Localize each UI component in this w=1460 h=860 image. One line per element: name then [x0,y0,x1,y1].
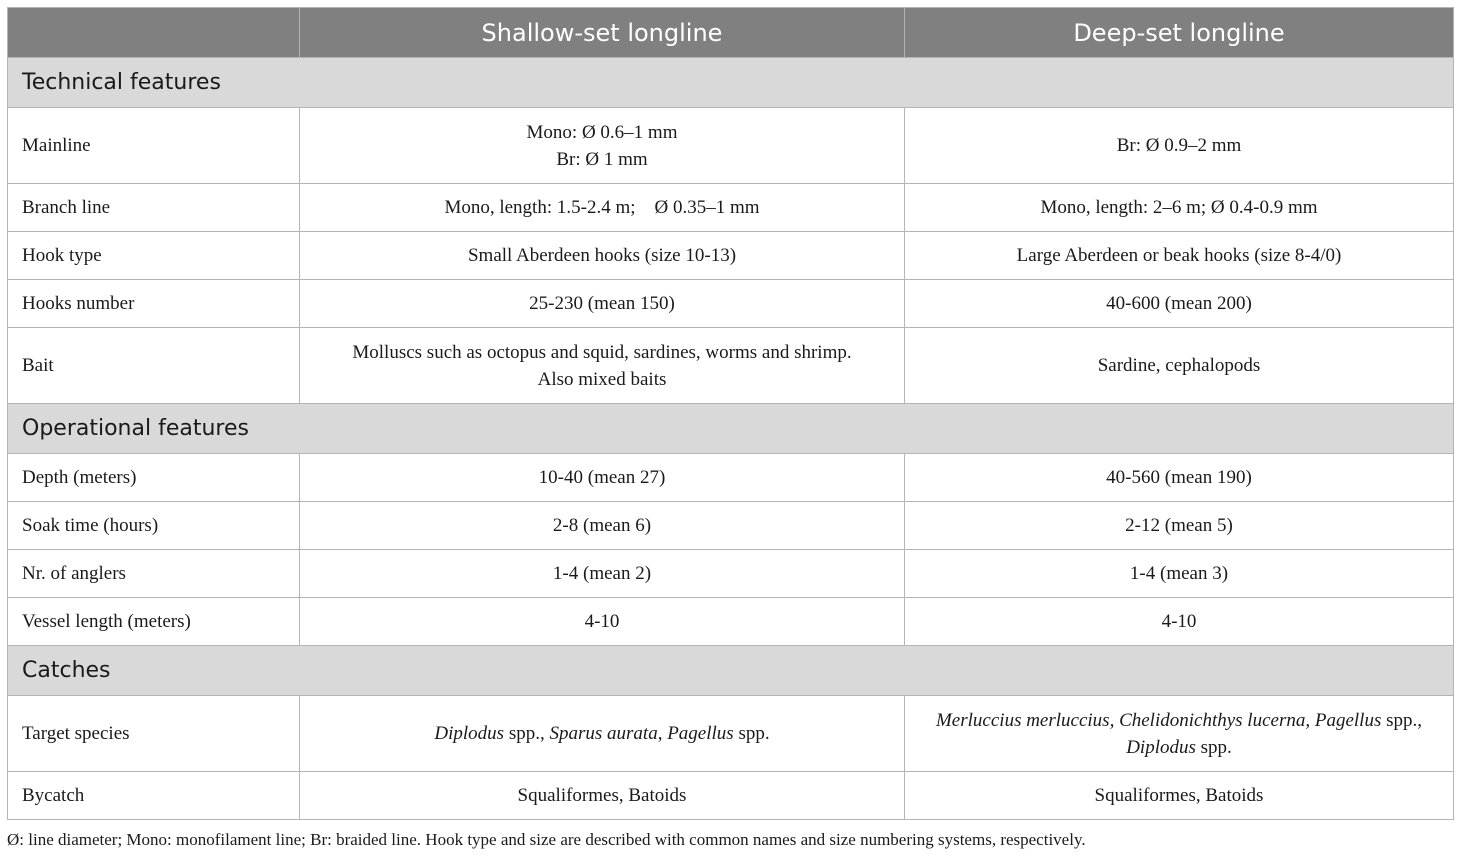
section-row [8,58,1454,108]
species-name: Diplodus [1126,736,1196,758]
section-title: Catches [8,646,1454,696]
table-footnote: Ø: line diameter; Mono: monofilament line; Br: braided line. Hook type and size are described with common names and size numbering systems, respectively. [7,830,1086,849]
species-name: Diplodus [434,723,505,744]
row-label: Bycatch [8,772,300,820]
deep-cell [905,696,1454,772]
deep-cell: Squaliformes, Batoids [905,772,1454,820]
row-label: Soak time (hours) [8,502,300,550]
species-name: Pagellus [667,723,734,744]
deep-cell: Sardine, cephalopods [905,328,1454,404]
header-empty-cell [8,8,300,58]
deep-cell: 40-560 (mean 190) [905,454,1454,502]
cell-text: spp., [1381,709,1422,731]
row-label: Target species [8,696,300,772]
row-label: Bait [8,328,300,404]
shallow-cell [300,696,905,772]
deep-cell: 4-10 [905,598,1454,646]
table-row [8,550,1454,598]
row-label: Mainline [8,108,300,184]
deep-cell: 1-4 (mean 3) [905,550,1454,598]
cell-line: Mono: Ø 0.6–1 mm [526,121,678,143]
table-row [8,280,1454,328]
table-row [8,328,1454,404]
header-shallow-set: Shallow-set longline [300,8,905,58]
table-header-row [8,8,1454,58]
table-row [8,184,1454,232]
shallow-cell [300,108,905,184]
table-row [8,108,1454,184]
section-title: Operational features [8,404,1454,454]
table-container [7,7,1453,820]
cell-text: spp. [733,723,770,744]
cell-line: Br: Ø 0.9–2 mm [1116,135,1242,156]
table-row [8,598,1454,646]
table-row [8,696,1454,772]
shallow-cell: 25-230 (mean 150) [300,280,905,328]
cell-line [905,707,1453,734]
cell-line: Br: Ø 1 mm [556,148,648,170]
table-row [8,454,1454,502]
section-row [8,646,1454,696]
deep-cell: 40-600 (mean 200) [905,280,1454,328]
shallow-cell: 2-8 (mean 6) [300,502,905,550]
species-name: Sparus aurata [549,723,658,744]
cell-text: , [657,723,668,744]
cell-line [905,734,1453,761]
table-row [8,772,1454,820]
longline-comparison-table [7,7,1454,820]
deep-cell [905,108,1454,184]
shallow-cell: Squaliformes, Batoids [300,772,905,820]
deep-cell: 2-12 (mean 5) [905,502,1454,550]
header-deep-set: Deep-set longline [905,8,1454,58]
section-row [8,404,1454,454]
row-label: Vessel length (meters) [8,598,300,646]
cell-text: spp. [1195,736,1232,758]
shallow-cell: Small Aberdeen hooks (size 10-13) [300,232,905,280]
shallow-cell [300,328,905,404]
row-label: Branch line [8,184,300,232]
deep-cell: Large Aberdeen or beak hooks (size 8-4/0) [905,232,1454,280]
cell-line: Also mixed baits [537,368,667,390]
cell-text: spp., [504,723,550,744]
table-row [8,232,1454,280]
shallow-cell: Mono, length: 1.5-2.4 m; Ø 0.35–1 mm [300,184,905,232]
cell-line: Molluscs such as octopus and squid, sardines, worms and shrimp. [352,341,852,363]
shallow-cell: 1-4 (mean 2) [300,550,905,598]
shallow-cell: 10-40 (mean 27) [300,454,905,502]
table-row [8,502,1454,550]
row-label: Nr. of anglers [8,550,300,598]
section-title: Technical features [8,58,1454,108]
row-label: Hook type [8,232,300,280]
shallow-cell: 4-10 [300,598,905,646]
row-label: Hooks number [8,280,300,328]
deep-cell: Mono, length: 2–6 m; Ø 0.4-0.9 mm [905,184,1454,232]
species-name: Merluccius merluccius, Chelidonichthys lucerna, Pagellus [935,709,1382,731]
row-label: Depth (meters) [8,454,300,502]
